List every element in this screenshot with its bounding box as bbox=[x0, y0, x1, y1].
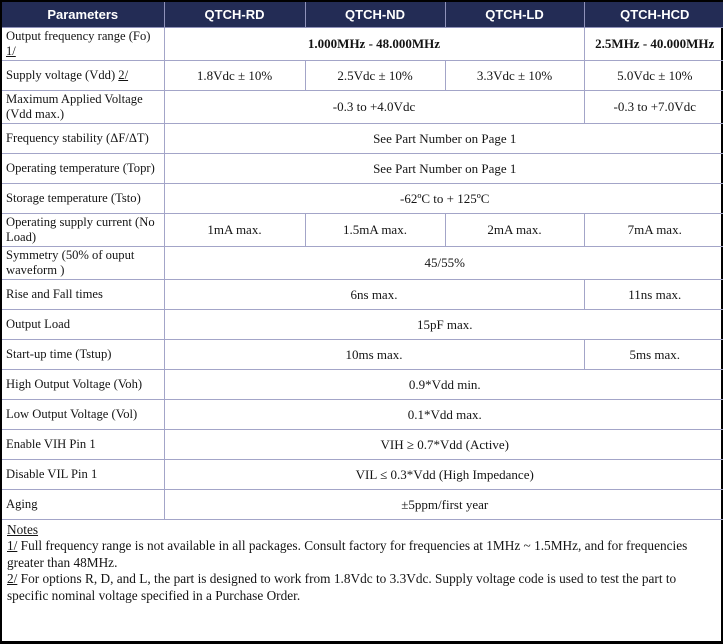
note-reference: 1/ bbox=[7, 538, 18, 553]
note-reference: 2/ bbox=[118, 67, 129, 82]
value-cell: 5ms max. bbox=[584, 339, 723, 369]
parameter-cell: High Output Voltage (Voh) bbox=[2, 369, 164, 399]
notes-section bbox=[2, 520, 721, 610]
parameter-cell: Frequency stability (ΔF/ΔT) bbox=[2, 123, 164, 153]
value-cell: 2.5Vdc ± 10% bbox=[305, 60, 445, 90]
parameter-cell: Rise and Fall times bbox=[2, 279, 164, 309]
table-row bbox=[2, 246, 723, 279]
column-header-parameters: Parameters bbox=[2, 2, 164, 27]
parameter-cell: Output frequency range (Fo) 1/ bbox=[2, 27, 164, 60]
table-row bbox=[2, 123, 723, 153]
parameter-cell: Enable VIH Pin 1 bbox=[2, 429, 164, 459]
note-reference: 2/ bbox=[7, 571, 18, 586]
table-row bbox=[2, 399, 723, 429]
table-row bbox=[2, 213, 723, 246]
table-row bbox=[2, 309, 723, 339]
spec-table bbox=[2, 2, 723, 520]
value-cell: 11ns max. bbox=[584, 279, 723, 309]
value-cell: See Part Number on Page 1 bbox=[164, 153, 723, 183]
value-cell: 2.5MHz - 40.000MHz bbox=[584, 27, 723, 60]
value-cell: 1mA max. bbox=[164, 213, 305, 246]
value-cell: See Part Number on Page 1 bbox=[164, 123, 723, 153]
value-cell: 0.9*Vdd min. bbox=[164, 369, 723, 399]
value-cell: 6ns max. bbox=[164, 279, 584, 309]
notes-items bbox=[7, 538, 715, 604]
table-row bbox=[2, 459, 723, 489]
column-header-qtch-ld: QTCH-LD bbox=[445, 2, 584, 27]
parameter-cell: Maximum Applied Voltage (Vdd max.) bbox=[2, 90, 164, 123]
table-row bbox=[2, 489, 723, 519]
notes-title: Notes bbox=[7, 521, 39, 537]
value-cell: VIL ≤ 0.3*Vdd (High Impedance) bbox=[164, 459, 723, 489]
value-cell: -62ºC to + 125ºC bbox=[164, 183, 723, 213]
table-row bbox=[2, 279, 723, 309]
parameter-cell: Start-up time (Tstup) bbox=[2, 339, 164, 369]
parameter-cell: Operating temperature (Topr) bbox=[2, 153, 164, 183]
parameter-cell: Low Output Voltage (Vol) bbox=[2, 399, 164, 429]
value-cell: VIH ≥ 0.7*Vdd (Active) bbox=[164, 429, 723, 459]
parameter-cell: Output Load bbox=[2, 309, 164, 339]
value-cell: 1.5mA max. bbox=[305, 213, 445, 246]
note-line: 2/ For options R, D, and L, the part is designed to work from 1.8Vdc to 3.3Vdc. Supply voltage code is used to test the part to specific nominal voltage specified in a Purchase Order. bbox=[7, 571, 677, 603]
value-cell: 0.1*Vdd max. bbox=[164, 399, 723, 429]
value-cell: 2mA max. bbox=[445, 213, 584, 246]
note-line: 1/ Full frequency range is not available in all packages. Consult factory for frequencies at 1MHz ~ 1.5MHz, and for frequencies greater than 48MHz. bbox=[7, 538, 688, 570]
parameter-cell: Disable VIL Pin 1 bbox=[2, 459, 164, 489]
value-cell: -0.3 to +4.0Vdc bbox=[164, 90, 584, 123]
parameter-cell: Operating supply current (No Load) bbox=[2, 213, 164, 246]
value-cell: 5.0Vdc ± 10% bbox=[584, 60, 723, 90]
header-row bbox=[2, 2, 723, 27]
column-header-qtch-nd: QTCH-ND bbox=[305, 2, 445, 27]
table-row bbox=[2, 183, 723, 213]
parameter-cell: Aging bbox=[2, 489, 164, 519]
column-header-qtch-hcd: QTCH-HCD bbox=[584, 2, 723, 27]
parameter-cell: Supply voltage (Vdd) 2/ bbox=[2, 60, 164, 90]
parameter-cell: Storage temperature (Tsto) bbox=[2, 183, 164, 213]
value-cell: ±5ppm/first year bbox=[164, 489, 723, 519]
value-cell: 7mA max. bbox=[584, 213, 723, 246]
table-row bbox=[2, 153, 723, 183]
table-row bbox=[2, 429, 723, 459]
table-row bbox=[2, 339, 723, 369]
table-row bbox=[2, 369, 723, 399]
table-row bbox=[2, 60, 723, 90]
table-row bbox=[2, 90, 723, 123]
value-cell: 45/55% bbox=[164, 246, 723, 279]
note-reference: 1/ bbox=[6, 43, 16, 58]
parameter-cell: Symmetry (50% of ouput waveform ) bbox=[2, 246, 164, 279]
value-cell: 10ms max. bbox=[164, 339, 584, 369]
column-header-qtch-rd: QTCH-RD bbox=[164, 2, 305, 27]
spec-table-body bbox=[2, 27, 723, 519]
table-row bbox=[2, 27, 723, 60]
value-cell: 3.3Vdc ± 10% bbox=[445, 60, 584, 90]
value-cell: -0.3 to +7.0Vdc bbox=[584, 90, 723, 123]
value-cell: 15pF max. bbox=[164, 309, 723, 339]
value-cell: 1.000MHz - 48.000MHz bbox=[164, 27, 584, 60]
value-cell: 1.8Vdc ± 10% bbox=[164, 60, 305, 90]
